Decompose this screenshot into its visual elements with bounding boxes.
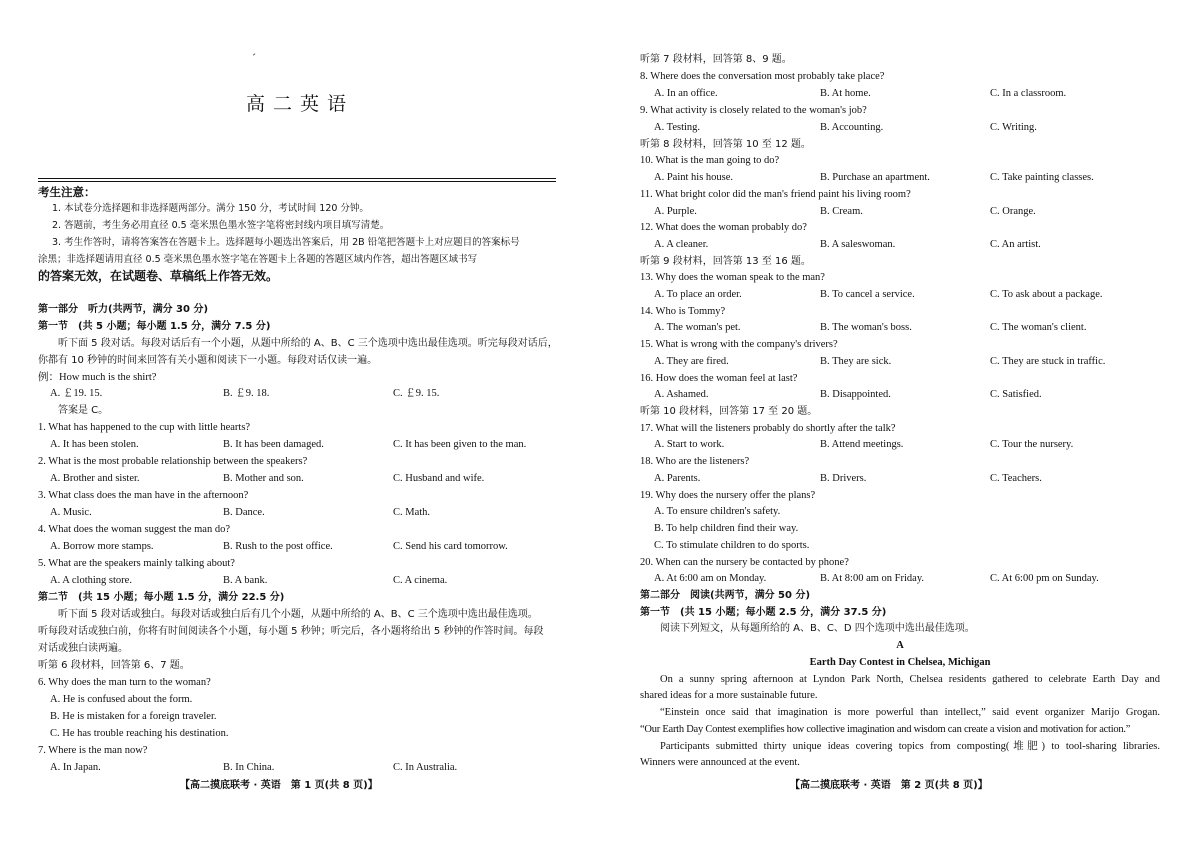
q7-option-a: A. In Japan.	[50, 762, 101, 773]
q15-option-b: B. They are sick.	[820, 356, 892, 367]
question-14: 14. Who is Tommy?	[640, 306, 726, 317]
example-option-c: C. ￡9. 15.	[393, 388, 440, 399]
sec2-title: 第二节 (共 15 小题；每小题 1.5 分，满分 22.5 分)	[38, 592, 285, 603]
q8-option-c: C. In a classroom.	[990, 88, 1067, 99]
passage-letter: A	[896, 640, 904, 651]
passage-p2-line1: “Einstein once said that imagination is more powerful than intellect,” said event organizer Marijo Grogan.	[660, 707, 1160, 718]
q13-option-b: B. To cancel a service.	[820, 289, 915, 300]
q5-option-c: C. A cinema.	[393, 575, 448, 586]
part2-section1-title: 第一节 (共 15 小题；每小题 2.5 分，满分 37.5 分)	[640, 607, 887, 618]
question-17: 17. What will the listeners probably do shortly after the talk?	[640, 423, 896, 434]
q11-option-a: A. Purple.	[654, 206, 697, 217]
question-19: 19. Why does the nursery offer the plans?	[640, 490, 816, 501]
q10-option-c: C. Take painting classes.	[990, 172, 1094, 183]
sec1-instruction-cont: 你都有 10 秒钟的时间来回答有关小题和阅读下一小题。每段对话仅读一遍。	[38, 355, 378, 366]
passage-p3-line1: Participants submitted thirty unique ideas covering topics from composting(堆肥) to tool-sharing libraries.	[660, 741, 1160, 752]
material-9-heading: 听第 9 段材料，回答第 13 至 16 题。	[640, 256, 811, 267]
question-6: 6. Why does the man turn to the woman?	[38, 677, 211, 688]
question-1: 1. What has happened to the cup with little hearts?	[38, 422, 251, 433]
q14-option-a: A. The woman's pet.	[654, 322, 741, 333]
tick-mark: ˊ	[252, 51, 256, 65]
q16-option-a: A. Ashamed.	[654, 389, 709, 400]
question-11: 11. What bright color did the man's friend paint his living room?	[640, 189, 911, 200]
divider-thin	[38, 181, 556, 182]
q19-option-c: C. To stimulate children to do sports.	[654, 540, 810, 551]
q4-option-c: C. Send his card tomorrow.	[393, 541, 508, 552]
q17-option-b: B. Attend meetings.	[820, 439, 904, 450]
q18-option-c: C. Teachers.	[990, 473, 1042, 484]
q17-option-c: C. Tour the nursery.	[990, 439, 1074, 450]
sec1-instruction: 听下面 5 段对话。每段对话后有一个小题，从题中所给的 A、B、C 三个选项中选出最佳选项。听完每段对话后，	[58, 338, 558, 349]
passage-p1-line2: shared ideas for a more sustainable future.	[640, 690, 818, 701]
q12-option-c: C. An artist.	[990, 239, 1041, 250]
q9-option-a: A. Testing.	[654, 122, 701, 133]
question-16: 16. How does the woman feel at last?	[640, 373, 798, 384]
page-footer-left: 【高二摸底联考 · 英语 第 1 页(共 8 页)】	[180, 780, 378, 791]
q12-option-b: B. A saleswoman.	[820, 239, 896, 250]
example-question: 例：How much is the shirt?	[38, 372, 157, 383]
q8-option-b: B. At home.	[820, 88, 871, 99]
example-option-b: B. ￡9. 18.	[223, 388, 270, 399]
question-20: 20. When can the nursery be contacted by phone?	[640, 557, 849, 568]
example-option-a: A. ￡19. 15.	[50, 388, 103, 399]
question-7: 7. Where is the man now?	[38, 745, 148, 756]
q18-option-b: B. Drivers.	[820, 473, 867, 484]
right-page	[640, 0, 1160, 850]
q7-option-c: C. In Australia.	[393, 762, 458, 773]
notice-5: 的答案无效，在试题卷、草稿纸上作答无效。	[38, 269, 279, 283]
passage-p3-line2: Winners were announced at the event.	[640, 757, 800, 768]
q3-option-a: A. Music.	[50, 507, 92, 518]
q19-option-b: B. To help children find their way.	[654, 523, 799, 534]
question-15: 15. What is wrong with the company's drivers?	[640, 339, 838, 350]
q13-option-c: C. To ask about a package.	[990, 289, 1103, 300]
part2-title: 第二部分 阅读(共两节，满分 50 分)	[640, 590, 811, 601]
q15-option-a: A. They are fired.	[654, 356, 729, 367]
material-10-heading: 听第 10 段材料，回答第 17 至 20 题。	[640, 406, 818, 417]
q13-option-a: A. To place an order.	[654, 289, 742, 300]
divider-thick	[38, 178, 556, 179]
question-5: 5. What are the speakers mainly talking about?	[38, 558, 235, 569]
q2-option-b: B. Mother and son.	[223, 473, 304, 484]
material-8-heading: 听第 8 段材料，回答第 10 至 12 题。	[640, 139, 811, 150]
q11-option-c: C. Orange.	[990, 206, 1036, 217]
question-3: 3. What class does the man have in the afternoon?	[38, 490, 249, 501]
q1-option-c: C. It has been given to the man.	[393, 439, 527, 450]
q14-option-b: B. The woman's boss.	[820, 322, 912, 333]
exam-title: 高二英语	[246, 93, 355, 115]
material-7-heading: 听第 7 段材料，回答第 8、9 题。	[640, 54, 792, 65]
passage-p1-line1: On a sunny spring afternoon at Lyndon Park North, Chelsea residents gathered to celebrate Earth Day and	[660, 674, 1160, 685]
q1-option-a: A. It has been stolen.	[50, 439, 139, 450]
example-answer: 答案是 C。	[58, 405, 109, 416]
sec2-instruction-end: 对话或独白读两遍。	[38, 643, 128, 654]
q5-option-a: A. A clothing store.	[50, 575, 132, 586]
page-footer-right: 【高二摸底联考 · 英语 第 2 页(共 8 页)】	[790, 780, 988, 791]
q2-option-a: A. Brother and sister.	[50, 473, 140, 484]
q9-option-c: C. Writing.	[990, 122, 1037, 133]
notice-1: 1. 本试卷分选择题和非选择题两部分。满分 150 分，考试时间 120 分钟。	[52, 203, 369, 214]
sec1-title: 第一节 (共 5 小题；每小题 1.5 分，满分 7.5 分)	[38, 321, 271, 332]
q20-option-a: A. At 6:00 am on Monday.	[654, 573, 767, 584]
q20-option-c: C. At 6:00 pm on Sunday.	[990, 573, 1099, 584]
q17-option-a: A. Start to work.	[654, 439, 725, 450]
part1-title: 第一部分 听力(共两节，满分 30 分)	[38, 304, 209, 315]
q12-option-a: A. A cleaner.	[654, 239, 709, 250]
q19-option-a: A. To ensure children's safety.	[654, 506, 781, 517]
passage-p2-line2: “Our Earth Day Contest exemplifies how collective imagination and wisdom can create a vision and motivation for action.”	[640, 724, 1131, 735]
notice-3: 3. 考生作答时，请将答案答在答题卡上。选择题每小题选出答案后，用 2B 铅笔把答题卡上对应题目的答案标号	[52, 237, 520, 248]
question-10: 10. What is the man going to do?	[640, 155, 780, 166]
q9-option-b: B. Accounting.	[820, 122, 884, 133]
q10-option-a: A. Paint his house.	[654, 172, 734, 183]
q2-option-c: C. Husband and wife.	[393, 473, 485, 484]
passage-title: Earth Day Contest in Chelsea, Michigan	[809, 657, 991, 668]
q4-option-a: A. Borrow more stamps.	[50, 541, 154, 552]
question-18: 18. Who are the listeners?	[640, 456, 750, 467]
q5-option-b: B. A bank.	[223, 575, 268, 586]
q20-option-b: B. At 8:00 am on Friday.	[820, 573, 925, 584]
question-2: 2. What is the most probable relationship between the speakers?	[38, 456, 308, 467]
material-6-heading: 听第 6 段材料，回答第 6、7 题。	[38, 660, 190, 671]
question-12: 12. What does the woman probably do?	[640, 222, 807, 233]
notice-4: 涂黑；非选择题请用直径 0.5 毫米黑色墨水签字笔在答题卡上各题的答题区域内作答，超出答题区域书写	[38, 254, 478, 265]
q16-option-b: B. Disappointed.	[820, 389, 891, 400]
q6-option-b: B. He is mistaken for a foreign traveler.	[50, 711, 217, 722]
notice-title: 考生注意：	[38, 185, 96, 199]
q1-option-b: B. It has been damaged.	[223, 439, 324, 450]
q4-option-b: B. Rush to the post office.	[223, 541, 333, 552]
q15-option-c: C. They are stuck in traffic.	[990, 356, 1106, 367]
q3-option-b: B. Dance.	[223, 507, 265, 518]
q11-option-b: B. Cream.	[820, 206, 863, 217]
part2-instruction: 阅读下列短文，从每题所给的 A、B、C、D 四个选项中选出最佳选项。	[660, 623, 975, 634]
sec2-instruction: 听下面 5 段对话或独白。每段对话或独白后有几个小题，从题中所给的 A、B、C 三个选项中选出最佳选项。	[58, 609, 538, 620]
q6-option-a: A. He is confused about the form.	[50, 694, 193, 705]
q3-option-c: C. Math.	[393, 507, 431, 518]
q6-option-c: C. He has trouble reaching his destination.	[50, 728, 229, 739]
q10-option-b: B. Purchase an apartment.	[820, 172, 930, 183]
q8-option-a: A. In an office.	[654, 88, 718, 99]
q16-option-c: C. Satisfied.	[990, 389, 1042, 400]
question-9: 9. What activity is closely related to the woman's job?	[640, 105, 867, 116]
notice-2: 2. 答题前，考生务必用直径 0.5 毫米黑色墨水签字笔将密封线内项目填写清楚。	[52, 220, 390, 231]
q7-option-b: B. In China.	[223, 762, 275, 773]
question-4: 4. What does the woman suggest the man do?	[38, 524, 230, 535]
question-13: 13. Why does the woman speak to the man?	[640, 272, 825, 283]
question-8: 8. Where does the conversation most probably take place?	[640, 71, 885, 82]
q14-option-c: C. The woman's client.	[990, 322, 1087, 333]
q18-option-a: A. Parents.	[654, 473, 701, 484]
left-page	[38, 0, 558, 850]
sec2-instruction-cont: 听每段对话或独白前，你将有时间阅读各个小题，每小题 5 秒钟；听完后，各小题将给出 5 秒钟的作答时间。每段	[38, 626, 544, 637]
